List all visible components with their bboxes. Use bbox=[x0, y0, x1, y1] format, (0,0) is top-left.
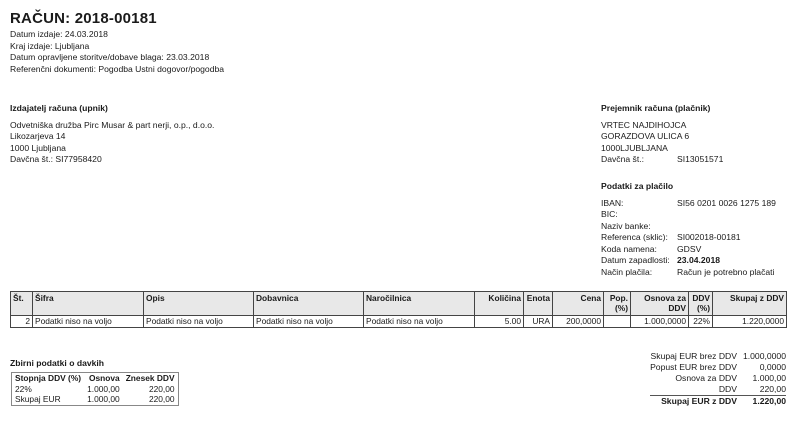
column-header: Osnova bbox=[88, 373, 120, 383]
cell-delivery-note: Podatki niso na voljo bbox=[254, 316, 364, 328]
recipient-street: GORAZDOVA ULICA 6 bbox=[601, 131, 690, 141]
payment-label: Koda namena: bbox=[601, 243, 657, 254]
grand-total-value: 1.220,00 bbox=[739, 395, 786, 406]
total-value: 1.000,00 bbox=[752, 373, 786, 384]
column-header: Znesek DDV bbox=[125, 373, 175, 383]
column-header: Enota bbox=[524, 292, 553, 316]
grand-total-label: Skupaj EUR z DDV bbox=[650, 395, 739, 406]
cell-order: Podatki niso na voljo bbox=[364, 316, 475, 328]
total-row bbox=[650, 351, 786, 362]
column-header: DDV (%) bbox=[689, 292, 713, 316]
recipient-tax-row bbox=[601, 154, 786, 166]
issuer-city: 1000 Ljubljana bbox=[10, 142, 66, 153]
line-items-table bbox=[10, 291, 787, 328]
issue-place: Kraj izdaje: Ljubljana bbox=[10, 40, 90, 51]
column-header: Stopnja DDV (%) bbox=[15, 373, 82, 383]
tax-amount: 220,00 bbox=[148, 383, 175, 394]
payment-label: Referenca (sklic): bbox=[601, 232, 668, 242]
payment-value bbox=[677, 221, 786, 233]
payment-block bbox=[601, 181, 786, 278]
payment-label: IBAN: bbox=[601, 197, 624, 208]
payment-title: Podatki za plačilo bbox=[601, 181, 674, 191]
column-header: Skupaj z DDV bbox=[713, 292, 787, 316]
total-value: 1.000,0000 bbox=[742, 351, 786, 362]
total-label: Osnova za DDV bbox=[675, 373, 737, 384]
table-header-row bbox=[11, 292, 787, 316]
service-date: Datum opravljene storitve/dobave blaga: 23.03.2018 bbox=[10, 52, 210, 62]
issuer-name: Odvetniška družba Pirc Musar & part nerji, o.p., d.o.o. bbox=[10, 119, 215, 130]
tax-base: 1.000,00 bbox=[87, 383, 120, 394]
issuer-street: Likozarjeva 14 bbox=[10, 131, 66, 141]
column-header: Pop. (%) bbox=[604, 292, 631, 316]
payment-value: Račun je potrebno plačati bbox=[677, 266, 775, 277]
issue-date: Datum izdaje: 24.03.2018 bbox=[10, 29, 108, 39]
grand-total-row bbox=[650, 395, 786, 406]
tax-summary-table bbox=[11, 372, 179, 406]
reference-documents: Referenčni dokumenti: Pogodba Ustni dogovor/pogodba bbox=[10, 63, 225, 74]
payment-label: Naziv banke: bbox=[601, 220, 651, 231]
payment-row-bank-name bbox=[601, 221, 786, 233]
tax-amount: 220,00 bbox=[148, 394, 175, 404]
tax-rate: 22% bbox=[15, 383, 32, 394]
column-header: Št. bbox=[11, 292, 33, 316]
column-header: Dobavnica bbox=[254, 292, 364, 316]
payment-row-iban bbox=[601, 198, 786, 210]
payment-row-bic bbox=[601, 209, 786, 221]
cell-vat-base: 1.000,0000 bbox=[631, 316, 689, 328]
total-value: 0,0000 bbox=[759, 362, 786, 373]
invoice-title: RAČUN: 2018-00181 bbox=[10, 10, 157, 27]
invoice-meta bbox=[10, 29, 224, 75]
total-row bbox=[650, 373, 786, 384]
payment-value: GDSV bbox=[677, 243, 702, 254]
payment-value: 23.04.2018 bbox=[677, 255, 721, 265]
cell-code: Podatki niso na voljo bbox=[33, 316, 144, 328]
tax-summary-title: Zbirni podatki o davkih bbox=[10, 358, 105, 368]
issuer-title: Izdajatelj računa (upnik) bbox=[10, 103, 108, 113]
recipient-name: VRTEC NAJDIHOJCA bbox=[601, 119, 687, 130]
tax-base: 1.000,00 bbox=[87, 394, 120, 404]
payment-label: BIC: bbox=[601, 209, 618, 219]
payment-label: Datum zapadlosti: bbox=[601, 255, 670, 265]
total-row bbox=[650, 362, 786, 373]
payment-value: SI56 0201 0026 1275 189 bbox=[677, 197, 776, 208]
total-label: Skupaj EUR brez DDV bbox=[650, 351, 737, 362]
cell-discount bbox=[604, 316, 631, 328]
payment-row-purpose-code bbox=[601, 244, 786, 256]
payment-value bbox=[677, 209, 786, 221]
issuer-block bbox=[10, 103, 214, 166]
total-label: Popust EUR brez DDV bbox=[650, 362, 737, 373]
cell-number: 2 bbox=[11, 316, 33, 328]
column-header: Opis bbox=[144, 292, 254, 316]
cell-total: 1.220,0000 bbox=[713, 316, 787, 328]
column-header: Naročilnica bbox=[364, 292, 475, 316]
column-header: Cena bbox=[553, 292, 604, 316]
cell-price: 200,0000 bbox=[553, 316, 604, 328]
recipient-tax-label: Davčna št.: bbox=[601, 154, 644, 164]
column-header: Šifra bbox=[33, 292, 144, 316]
total-label: DDV bbox=[718, 384, 737, 394]
table-row bbox=[12, 394, 179, 405]
recipient-tax-value: SI13051571 bbox=[677, 154, 724, 164]
tax-rate: Skupaj EUR bbox=[15, 394, 61, 404]
cell-unit: URA bbox=[524, 316, 553, 328]
column-header: Količina bbox=[475, 292, 524, 316]
cell-description: Podatki niso na voljo bbox=[144, 316, 254, 328]
table-row bbox=[12, 384, 179, 395]
table-row bbox=[11, 316, 787, 328]
payment-label: Način plačila: bbox=[601, 266, 653, 277]
total-row bbox=[650, 384, 786, 395]
issuer-tax-number: Davčna št.: SI77958420 bbox=[10, 154, 102, 164]
total-value: 220,00 bbox=[759, 384, 786, 394]
cell-vat-rate: 22% bbox=[689, 316, 713, 328]
payment-row-method bbox=[601, 267, 786, 279]
recipient-block bbox=[601, 103, 786, 166]
payment-row-due-date bbox=[601, 255, 786, 267]
column-header: Osnova za DDV bbox=[631, 292, 689, 316]
recipient-title: Prejemnik računa (plačnik) bbox=[601, 103, 711, 113]
totals-table bbox=[650, 351, 786, 406]
cell-quantity: 5.00 bbox=[475, 316, 524, 328]
table-header-row bbox=[12, 373, 179, 384]
payment-row-reference bbox=[601, 232, 786, 244]
payment-value: SI002018-00181 bbox=[677, 232, 741, 242]
recipient-city: 1000LJUBLJANA bbox=[601, 142, 668, 153]
